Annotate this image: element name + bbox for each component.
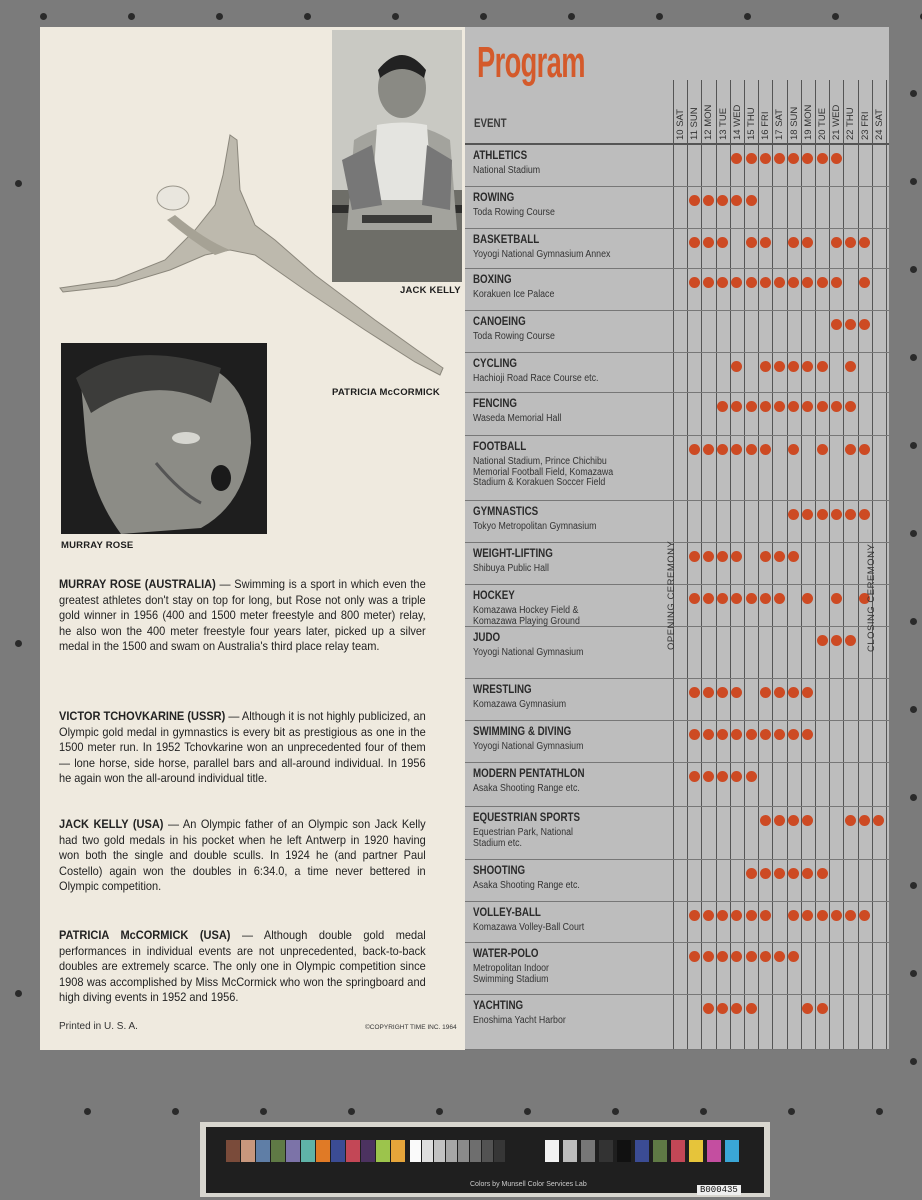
event-day-dot [817,635,828,646]
event-day-dot [760,729,771,740]
color-chip [671,1140,685,1162]
color-chip [563,1140,577,1162]
grid-column-line [701,80,702,1050]
bio-text: — Swimming is a sport in which even the greatest athletes don't stay on top for long, but Rose not only was a triple gold winner in 1956 (400 and 1500 meter freestyle and 800 meter) relay, he also won the 400 meter freestyle four years later, picked up a silver medal in the 1500 and swam on Australia's third place relay team. [59,578,426,654]
grid-column-line [843,80,844,1050]
grid-column-line [716,80,717,1050]
binder-hole [910,178,917,185]
event-name: BASKETBALL [473,234,540,246]
event-day-dot [817,153,828,164]
event-day-dot [689,444,700,455]
event-day-dot [760,361,771,372]
gray-chip [482,1140,493,1162]
event-name: VOLLEY-BALL [473,907,541,919]
row-divider [465,228,889,229]
gray-chip [458,1140,469,1162]
copyright-label: ©COPYRIGHT TIME INC. 1964 [365,1024,457,1031]
event-venue: Korakuen Ice Palace [473,289,555,300]
binder-hole [910,266,917,273]
binder-hole [612,1108,619,1115]
event-name: MODERN PENTATHLON [473,768,585,780]
color-chip [653,1140,667,1162]
event-day-dot [817,401,828,412]
event-name: WRESTLING [473,684,532,696]
binder-hole [348,1108,355,1115]
event-day-dot [760,551,771,562]
event-day-dot [689,195,700,206]
gray-chip [446,1140,457,1162]
event-venue: Hachioji Road Race Course etc. [473,373,599,384]
event-day-dot [689,593,700,604]
event-day-dot [703,729,714,740]
bio-name: MURRAY ROSE (AUSTRALIA) [59,578,216,591]
row-divider [465,268,889,269]
event-day-dot [689,729,700,740]
color-chip [707,1140,721,1162]
event-day-dot [845,361,856,372]
binder-hole [910,354,917,361]
murray-rose-photo [61,343,267,534]
event-day-dot [689,910,700,921]
event-day-dot [760,444,771,455]
event-day-dot [831,635,842,646]
day-header: 10 SAT [675,109,686,140]
grid-column-line [787,80,788,1050]
event-day-dot [760,951,771,962]
event-venue: Toda Rowing Course [473,331,555,342]
event-day-dot [845,237,856,248]
bio-murray-rose [59,577,426,655]
event-venue: Yoyogi National Gymnasium [473,741,584,752]
day-header: 19 MON [802,104,814,140]
event-name: FENCING [473,398,517,410]
binder-hole [910,618,917,625]
event-day-dot [774,729,785,740]
event-day-dot [746,153,757,164]
row-divider [465,678,889,679]
binder-hole [788,1108,795,1115]
event-day-dot [689,771,700,782]
event-day-dot [831,237,842,248]
event-day-dot [703,910,714,921]
event-day-dot [703,593,714,604]
event-day-dot [746,868,757,879]
gray-chip [470,1140,481,1162]
binder-hole [15,180,22,187]
event-day-dot [746,195,757,206]
color-chip [376,1140,390,1162]
row-divider [465,352,889,353]
event-day-dot [831,277,842,288]
event-day-dot [845,635,856,646]
event-day-dot [703,687,714,698]
binder-hole [744,13,751,20]
grid-column-line [772,80,773,1050]
event-name: HOCKEY [473,590,515,602]
event-day-dot [817,1003,828,1014]
bio-text: — Although double gold medal performances in individual events are not unprecedented, back-to-back doubles are extremely scarce. The only one in Olympic competition since 1908 was accomplished by Miss McCormick who won the springboard and high diving events in 1952 and 1956. [59,929,426,1005]
event-day-dot [703,1003,714,1014]
event-venue: Asaka Shooting Range etc. [473,880,580,891]
binder-hole [910,970,917,977]
bio-name: JACK KELLY (USA) [59,818,164,831]
color-chip [617,1140,631,1162]
caption-jack-kelly: JACK KELLY [400,285,461,296]
binder-hole [128,13,135,20]
grid-column-line [744,80,745,1050]
binder-hole [910,90,917,97]
binder-hole [910,442,917,449]
event-day-dot [760,153,771,164]
event-day-dot [746,951,757,962]
color-chip [346,1140,360,1162]
event-venue: Shibuya Public Hall [473,563,549,574]
gray-chip [422,1140,433,1162]
day-header: 24 SAT [873,109,885,140]
event-day-dot [774,551,785,562]
color-chip [545,1140,559,1162]
day-header: 23 FRI [859,111,871,140]
binder-hole [910,882,917,889]
bio-name: PATRICIA McCORMICK (USA) [59,929,231,942]
event-name: SHOOTING [473,865,526,877]
event-day-dot [831,153,842,164]
grid-column-line [815,80,816,1050]
binder-hole [910,706,917,713]
event-day-dot [774,868,785,879]
gray-chip [494,1140,505,1162]
event-venue: Komazawa Gymnasium [473,699,567,710]
binder-hole [436,1108,443,1115]
color-chip [725,1140,739,1162]
bio-name: VICTOR TCHOVKARINE (USSR) [59,710,226,723]
day-header: 17 SAT [774,109,786,140]
row-divider [465,1049,889,1050]
event-day-dot [774,361,785,372]
event-day-dot [760,237,771,248]
event-day-dot [845,815,856,826]
event-day-dot [760,815,771,826]
binder-hole [524,1108,531,1115]
event-venue: Equestrian Park, National Stadium etc. [473,827,573,849]
event-day-dot [703,771,714,782]
event-venue: Yoyogi National Gymnasium [473,647,584,658]
event-day-dot [746,401,757,412]
event-day-dot [774,951,785,962]
opening-ceremony-label: OPENING CEREMONY [666,540,677,650]
color-chip [689,1140,703,1162]
binder-hole [84,1108,91,1115]
binder-hole [172,1108,179,1115]
event-day-dot [817,868,828,879]
row-divider [465,186,889,187]
row-divider [465,806,889,807]
event-name: BOXING [473,274,512,286]
event-day-dot [831,910,842,921]
event-day-dot [817,444,828,455]
bio-jack-kelly [59,817,426,895]
event-day-dot [703,951,714,962]
event-column-header: EVENT [474,118,507,130]
row-divider [465,901,889,902]
header-rule [465,143,889,145]
row-divider [465,942,889,943]
color-card-id: B000435 [697,1185,741,1195]
binder-hole [480,13,487,20]
day-header: 15 THU [746,107,757,140]
color-chip [331,1140,345,1162]
binder-hole [568,13,575,20]
day-header: 21 WED [831,104,843,140]
event-name: FOOTBALL [473,441,527,453]
bio-text: — Although it is not highly publicized, an Olympic gold medal in gymnastics is every bit as prestigious as one in the 1500 meter run. In 1952 Tchovkarine won an unprecedented four of them — lone horse, side horse, parallel bars and all-around individual. In 1956 he again won the all-around individual title. [59,710,426,786]
grid-column-line [829,80,830,1050]
row-divider [465,762,889,763]
event-name: JUDO [473,632,501,644]
color-card-label: Colors by Munsell Color Services Lab [470,1181,587,1188]
event-name: SWIMMING & DIVING [473,726,572,738]
event-name: ATHLETICS [473,150,528,162]
event-day-dot [817,361,828,372]
event-day-dot [817,277,828,288]
color-chip [286,1140,300,1162]
event-day-dot [689,551,700,562]
row-divider [465,435,889,436]
event-day-dot [845,444,856,455]
event-day-dot [845,910,856,921]
event-day-dot [746,729,757,740]
binder-hole [304,13,311,20]
event-day-dot [689,277,700,288]
day-header: 12 MON [703,104,715,140]
event-day-dot [746,277,757,288]
event-day-dot [774,277,785,288]
event-day-dot [831,509,842,520]
event-name: EQUESTRIAN SPORTS [473,812,581,824]
event-day-dot [774,593,785,604]
event-day-dot [703,277,714,288]
color-chip [316,1140,330,1162]
grid-column-line [858,80,859,1050]
binder-hole [876,1108,883,1115]
event-day-dot [746,237,757,248]
gray-chip [434,1140,445,1162]
row-divider [465,392,889,393]
color-chip [635,1140,649,1162]
event-day-dot [746,444,757,455]
event-day-dot [831,593,842,604]
day-header: 11 SUN [689,107,701,140]
event-day-dot [703,237,714,248]
caption-murray-rose: MURRAY ROSE [61,540,134,551]
caption-patricia: PATRICIA McCORMICK [332,387,440,398]
gray-chip [410,1140,421,1162]
day-header: 18 SUN [788,106,800,140]
row-divider [465,720,889,721]
event-venue: Komazawa Volley-Ball Court [473,922,585,933]
color-chip [361,1140,375,1162]
day-header: 14 WED [731,104,743,140]
color-chip [301,1140,315,1162]
event-day-dot [760,868,771,879]
event-day-dot [703,195,714,206]
grid-column-line [758,80,759,1050]
color-chip [241,1140,255,1162]
binder-hole [700,1108,707,1115]
event-day-dot [831,319,842,330]
event-day-dot [774,687,785,698]
binder-hole [910,794,917,801]
event-venue: Yoyogi National Gymnasium Annex [473,249,611,260]
event-venue: Enoshima Yacht Harbor [473,1015,566,1026]
binder-hole [40,13,47,20]
row-divider [465,859,889,860]
event-day-dot [689,237,700,248]
event-day-dot [774,401,785,412]
event-name: CANOEING [473,316,526,328]
event-day-dot [746,1003,757,1014]
closing-ceremony-label: CLOSING CEREMONY [866,543,877,652]
bio-text: — An Olympic father of an Olympic son Jack Kelly had two gold medals in his pocket when he left Antwerp in 1920 having won both the single and double sculls. In 1924 he (and partner Paul Costello) again won the doubles in 6:34.0, a time never bettered in Olympic competition. [59,818,426,894]
day-header: 13 TUE [717,107,729,140]
event-day-dot [760,277,771,288]
row-divider [465,310,889,311]
event-name: YACHTING [473,1000,524,1012]
event-venue: Metropolitan Indoor Swimming Stadium [473,963,549,985]
event-day-dot [689,951,700,962]
binder-hole [15,990,22,997]
event-name: WATER-POLO [473,948,539,960]
day-header: 16 FRI [760,111,772,140]
row-divider [465,994,889,995]
day-header: 22 THU [845,107,857,140]
event-venue: Tokyo Metropolitan Gymnasium [473,521,597,532]
event-venue: National Stadium [473,165,541,176]
event-venue: Komazawa Hockey Field & Komazawa Playing Ground [473,605,580,627]
binder-hole [656,13,663,20]
event-name: WEIGHT-LIFTING [473,548,553,560]
binder-hole [910,530,917,537]
color-chip [256,1140,270,1162]
event-day-dot [845,401,856,412]
printed-in-label: Printed in U. S. A. [59,1021,138,1032]
event-venue: National Stadium, Prince Chichibu Memorial Football Field, Komazawa Stadium & Korakuen Soccer Field [473,456,614,488]
event-day-dot [760,687,771,698]
event-day-dot [703,444,714,455]
binder-hole [392,13,399,20]
binder-hole [910,1058,917,1065]
event-day-dot [845,319,856,330]
color-chip [271,1140,285,1162]
event-day-dot [760,593,771,604]
color-chip [599,1140,613,1162]
binder-hole [260,1108,267,1115]
event-day-dot [845,509,856,520]
color-chip [226,1140,240,1162]
event-day-dot [746,910,757,921]
binder-hole [832,13,839,20]
event-day-dot [774,815,785,826]
grid-column-line [886,80,887,1050]
color-chip [391,1140,405,1162]
event-day-dot [760,401,771,412]
event-day-dot [774,153,785,164]
event-day-dot [689,687,700,698]
day-header: 20 TUE [817,107,828,140]
event-day-dot [831,401,842,412]
event-day-dot [703,551,714,562]
event-venue: Waseda Memorial Hall [473,413,562,424]
event-name: GYMNASTICS [473,506,539,518]
color-chip [581,1140,595,1162]
grid-column-line [730,80,731,1050]
grid-column-line [687,80,688,1050]
event-venue: Asaka Shooting Range etc. [473,783,580,794]
program-title: Program [477,38,585,87]
bio-victor-tchovkarine [59,709,426,787]
binder-hole [216,13,223,20]
event-name: ROWING [473,192,515,204]
event-day-dot [817,509,828,520]
event-day-dot [760,910,771,921]
event-day-dot [746,771,757,782]
event-day-dot [817,910,828,921]
event-name: CYCLING [473,358,517,370]
event-day-dot [746,593,757,604]
bio-patricia-mccormick [59,928,426,1006]
event-venue: Toda Rowing Course [473,207,555,218]
grid-column-line [801,80,802,1050]
binder-hole [15,640,22,647]
